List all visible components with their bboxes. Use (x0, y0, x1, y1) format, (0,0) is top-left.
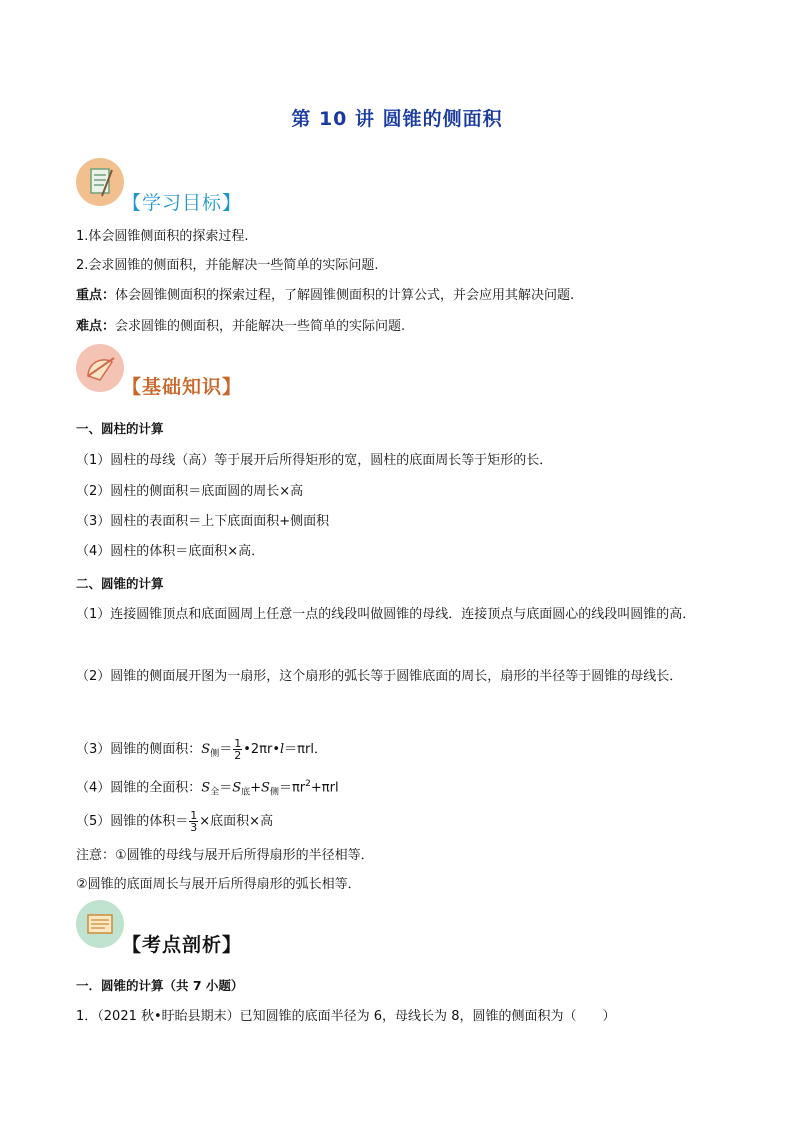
cone-1: （1）连接圆锥顶点和底面圆周上任意一点的线段叫做圆锥的母线．连接顶点与底面圆心的线段叫圆锥的高． (76, 607, 696, 622)
section-analysis-title: 【考点剖析】 (122, 934, 243, 956)
goal-1: 1.体会圆锥侧面积的探索过程. (76, 229, 249, 244)
cone-4-end-b: +πrl (310, 780, 339, 796)
protractor-icon (76, 344, 124, 392)
cone-3-end: ＝πrl． (284, 742, 327, 757)
cone-3 (76, 738, 327, 763)
cone-4-sup: 2 (305, 779, 311, 789)
key-label: 重点： (76, 288, 116, 303)
topic-heading: 一．圆锥的计算（共 7 小题） (76, 978, 244, 993)
cylinder-1: （1）圆柱的母线（高）等于展开后所得矩形的宽，圆柱的底面周长等于矩形的长． (76, 453, 553, 468)
note-2: ②圆锥的底面周长与展开后所得扇形的弧长相等． (76, 877, 361, 892)
fraction-third (189, 810, 198, 833)
fraction-third-den: 3 (190, 821, 198, 834)
notebook-icon (76, 158, 124, 206)
book-icon (76, 900, 124, 948)
cone-4-sub1: 全 (210, 787, 220, 798)
cone-3-s: S (201, 742, 211, 757)
goal-2: 2.会求圆锥的侧面积，并能解决一些简单的实际问题. (76, 258, 379, 273)
section-basics-title: 【基础知识】 (122, 376, 243, 398)
cone-5 (76, 810, 273, 833)
note-1: 注意：①圆锥的母线与展开后所得扇形的半径相等． (76, 848, 374, 863)
cone-4-label: （4）圆锥的全面积： (76, 780, 202, 796)
cone-4-sub3: 侧 (269, 787, 279, 798)
cylinder-4: （4）圆柱的体积＝底面积×高． (76, 544, 265, 559)
key-point (76, 287, 574, 305)
cone-3-eq: ＝ (219, 742, 233, 757)
cylinder-2: （2）圆柱的侧面积＝底面圆的周长×高 (76, 484, 304, 499)
fraction-half-num: 1 (234, 737, 242, 750)
question-1: 1．（2021 秋•盱眙县期末）已知圆锥的底面半径为 6，母线长为 8，圆锥的侧面积为（ ） (76, 1009, 616, 1024)
cylinder-3: （3）圆柱的表面积＝上下底面面积+侧面积 (76, 514, 330, 529)
section-goals-title: 【学习目标】 (122, 192, 243, 214)
cone-5-end: ×底面积×高 (199, 814, 274, 829)
difficult-label: 难点： (76, 319, 116, 334)
cone-4-s2: S (232, 780, 242, 796)
cone-4-eq: ＝ (219, 780, 233, 796)
cone-4-s1: S (201, 780, 211, 796)
cone-3-l: l (280, 742, 285, 757)
fraction-third-num: 1 (190, 809, 198, 822)
cone-5-label: （5）圆锥的体积＝ (76, 814, 189, 829)
fraction-half-den: 2 (234, 749, 242, 762)
cylinder-heading: 一、圆柱的计算 (76, 421, 164, 436)
cone-3-sub: 侧 (210, 749, 220, 759)
cone-4-end-a: ＝πr (278, 780, 306, 796)
cone-4-plus: + (250, 780, 262, 796)
difficult-point (76, 318, 405, 336)
fraction-half (233, 738, 242, 761)
cone-4-sub2: 底 (241, 787, 251, 798)
cone-4 (76, 775, 339, 801)
page-title: 第 10 讲 圆锥的侧面积 (291, 108, 503, 130)
cone-3-label: （3）圆锥的侧面积： (76, 742, 202, 757)
key-text: 体会圆锥侧面积的探索过程，了解圆锥侧面积的计算公式，并会应用其解决问题. (115, 288, 575, 303)
cone-heading: 二、圆锥的计算 (76, 576, 164, 591)
difficult-text: 会求圆锥的侧面积，并能解决一些简单的实际问题. (115, 319, 406, 334)
cone-3-rest: •2πr• (243, 742, 280, 757)
cone-4-s3: S (261, 780, 270, 796)
cone-2: （2）圆锥的侧面展开图为一扇形，这个扇形的弧长等于圆锥底面的周长，扇形的半径等于圆锥的母线长． (76, 669, 683, 684)
